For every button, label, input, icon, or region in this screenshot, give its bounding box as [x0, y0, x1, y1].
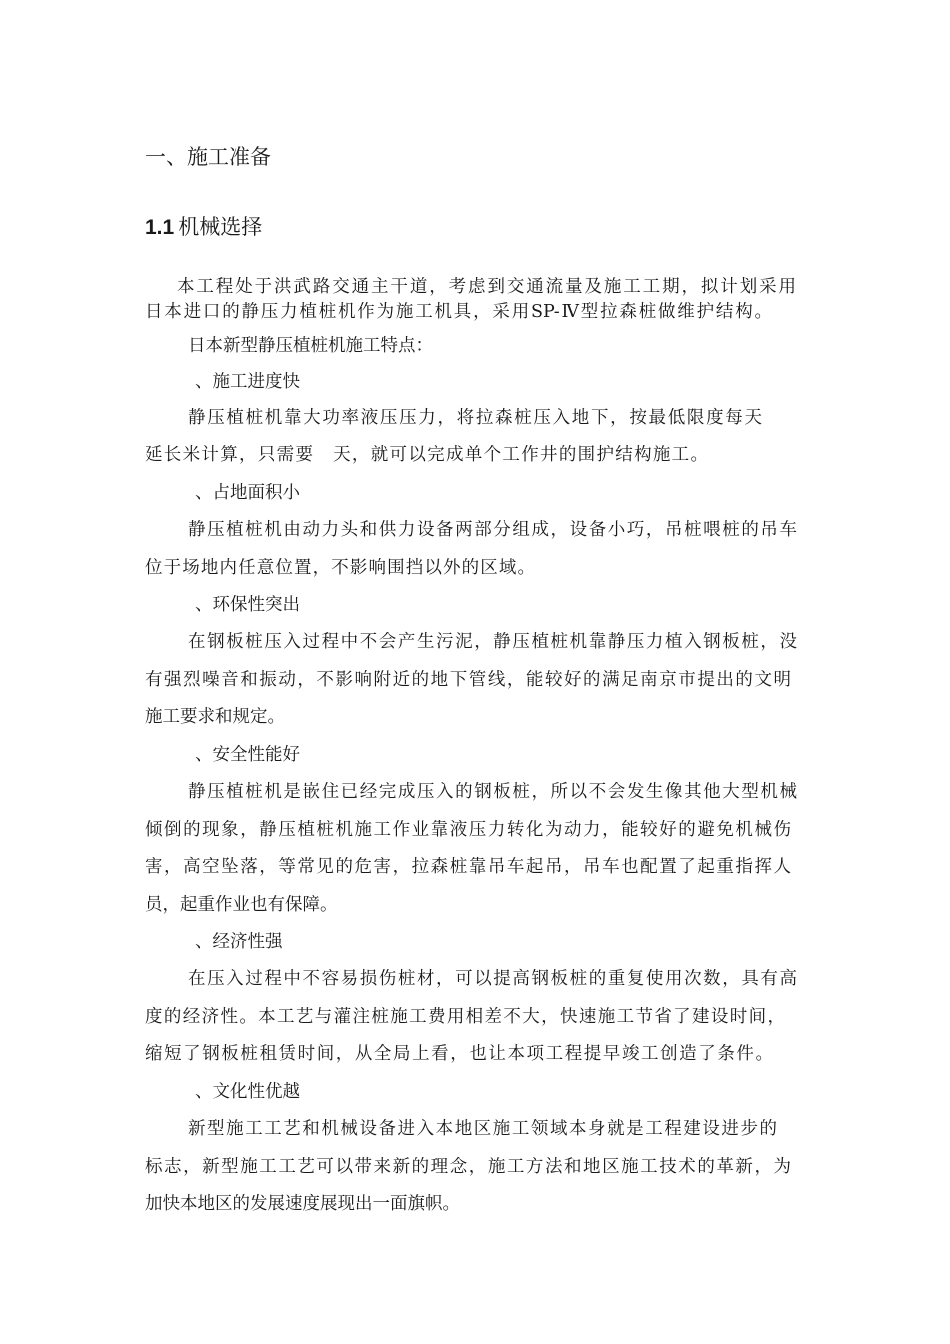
paragraph-line: 静压植桩机由动力头和供力设备两部分组成，设备小巧，吊桩喂桩的吊车 [188, 520, 797, 540]
paragraph-line: 本工程处于洪武路交通主干道，考虑到交通流量及施工工期，拟计划采用 [177, 277, 796, 297]
paragraph-line: 在钢板桩压入过程中不会产生污泥，静压植桩机靠静压力植入钢板桩，没 [188, 632, 797, 652]
paragraph-line: 缩短了钢板桩租赁时间，从全局上看，也让本项工程提早竣工创造了条件。 [145, 1044, 773, 1064]
paragraph-line: 度的经济性。本工艺与灌注桩施工费用相差不大，快速施工节省了建设时间， [145, 1007, 785, 1027]
paragraph-line: 倾倒的现象，静压植桩机施工作业靠液压力转化为动力，能较好的避免机械伤 [145, 820, 791, 840]
feature-title: 、文化性优越 [195, 1082, 300, 1102]
feature-title: 、安全性能好 [195, 745, 300, 765]
paragraph-line: 静压植桩机靠大功率液压压力，将拉森桩压入地下，按最低限度每天 [188, 408, 762, 428]
paragraph-line: 日本进口的静压力植桩机作为施工机具，采用SP-Ⅳ型拉森桩做维护结构。 [145, 302, 772, 322]
section-heading: 一、施工准备 [145, 145, 271, 169]
paragraph-line: 新型施工工艺和机械设备进入本地区施工领域本身就是工程建设进步的 [188, 1119, 777, 1139]
paragraph-line: 静压植桩机是嵌住已经完成压入的钢板桩，所以不会发生像其他大型机械 [188, 782, 797, 802]
paragraph-line: 延长米计算，只需要 天，就可以完成单个工作井的围护结构施工。 [145, 445, 708, 465]
feature-title: 、占地面积小 [195, 483, 300, 503]
subsection-number: 1.1 [145, 216, 175, 239]
paragraph-line: 位于场地内任意位置，不影响围挡以外的区域。 [145, 558, 535, 578]
paragraph-line: 施工要求和规定。 [145, 707, 285, 727]
paragraph-line: 害，高空坠落，等常见的危害，拉森桩靠吊车起吊，吊车也配置了起重指挥人 [145, 857, 791, 877]
feature-title: 、施工进度快 [195, 372, 300, 392]
paragraph-line: 在压入过程中不容易损伤桩材，可以提高钢板桩的重复使用次数，具有高 [188, 969, 797, 989]
subsection-title: 机械选择 [178, 215, 263, 239]
feature-title: 、经济性强 [195, 932, 283, 952]
paragraph-line: 加快本地区的发展速度展现出一面旗帜。 [145, 1194, 460, 1214]
paragraph-line: 员，起重作业也有保障。 [145, 895, 338, 915]
paragraph-line: 有强烈噪音和振动，不影响附近的地下管线，能较好的满足南京市提出的文明 [145, 670, 791, 690]
features-title: 日本新型静压植桩机施工特点： [188, 336, 433, 356]
subsection-heading [145, 213, 262, 242]
paragraph-line: 标志，新型施工工艺可以带来新的理念，施工方法和地区施工技术的革新，为 [145, 1157, 791, 1177]
feature-title: 、环保性突出 [195, 595, 300, 615]
